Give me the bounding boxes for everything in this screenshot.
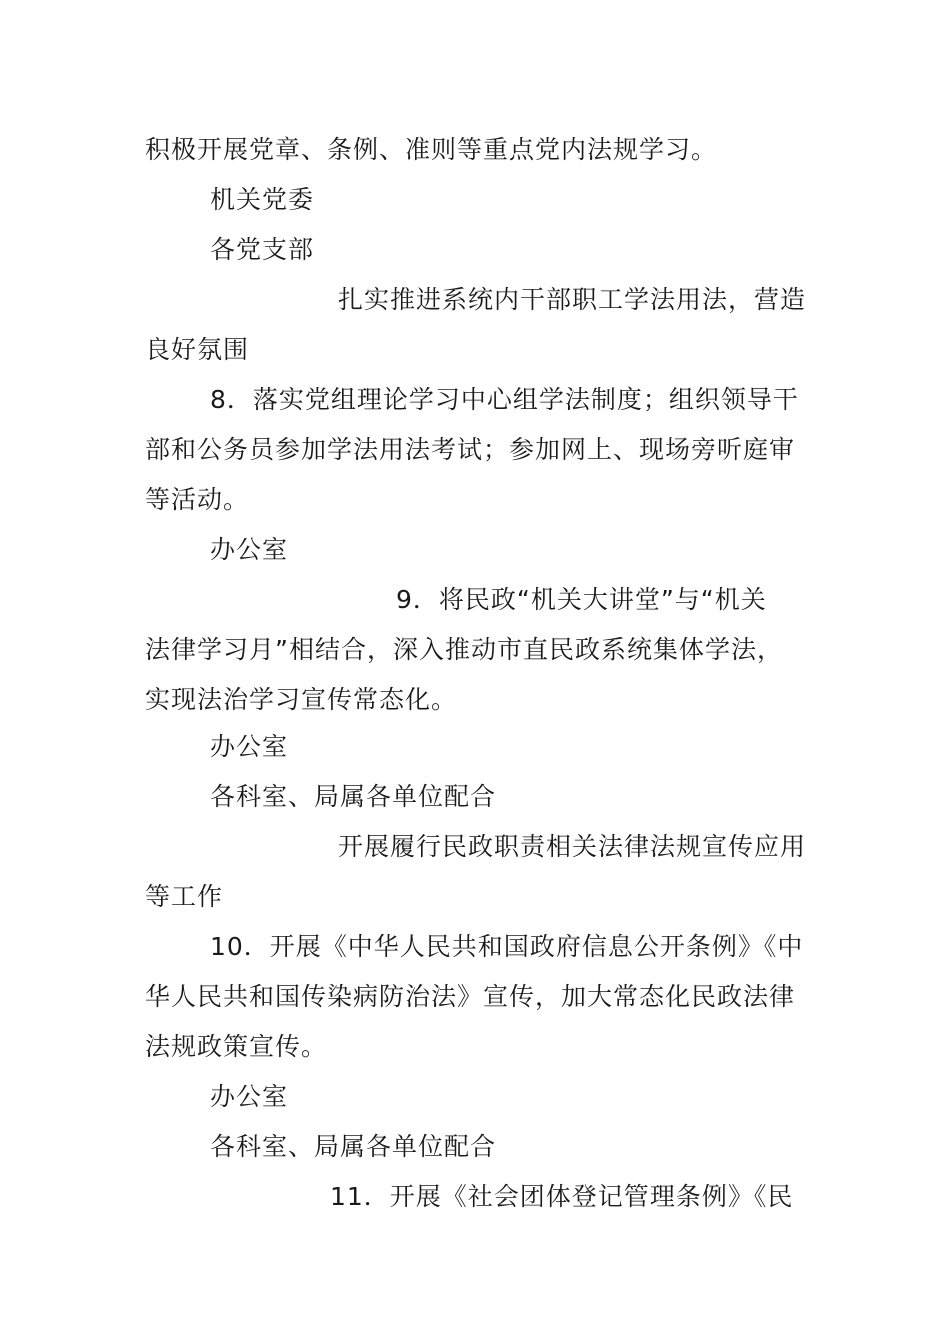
text-line: 办公室 [210, 535, 289, 564]
text-line: 机关党委 [210, 185, 315, 214]
text-line: 各党支部 [210, 235, 315, 264]
text-line: 办公室 [210, 732, 289, 761]
text-line: 部和公务员参加学法用法考试；参加网上、现场旁听庭审 [145, 435, 796, 464]
text-line: 良好氛围 [145, 335, 250, 364]
text-line: 等活动。 [145, 485, 250, 514]
text-line: 开展履行民政职责相关法律法规宣传应用 [338, 832, 807, 861]
text-line: 积极开展党章、条例、准则等重点党内法规学习。 [145, 135, 718, 164]
text-line: 办公室 [210, 1082, 289, 1111]
text-line: 法规政策宣传。 [145, 1032, 328, 1061]
text-line: 实现法治学习宣传常态化。 [145, 685, 458, 714]
text-line: 各科室、局属各单位配合 [210, 1132, 497, 1161]
text-line: 扎实推进系统内干部职工学法用法，营造 [338, 285, 807, 314]
text-line: 等工作 [145, 882, 224, 911]
text-line: 各科室、局属各单位配合 [210, 782, 497, 811]
text-line: 10．开展《中华人民共和国政府信息公开条例》《中 [210, 932, 804, 961]
text-line: 华人民共和国传染病防治法》宣传，加大常态化民政法律 [145, 982, 796, 1011]
text-line: 法律学习月”相结合，深入推动市直民政系统集体学法， [145, 635, 783, 664]
text-line: 9．将民政“机关大讲堂”与“机关 [396, 585, 767, 614]
text-line: 11．开展《社会团体登记管理条例》《民 [330, 1182, 794, 1211]
text-line: 8．落实党组理论学习中心组学法制度；组织领导干 [210, 385, 799, 414]
